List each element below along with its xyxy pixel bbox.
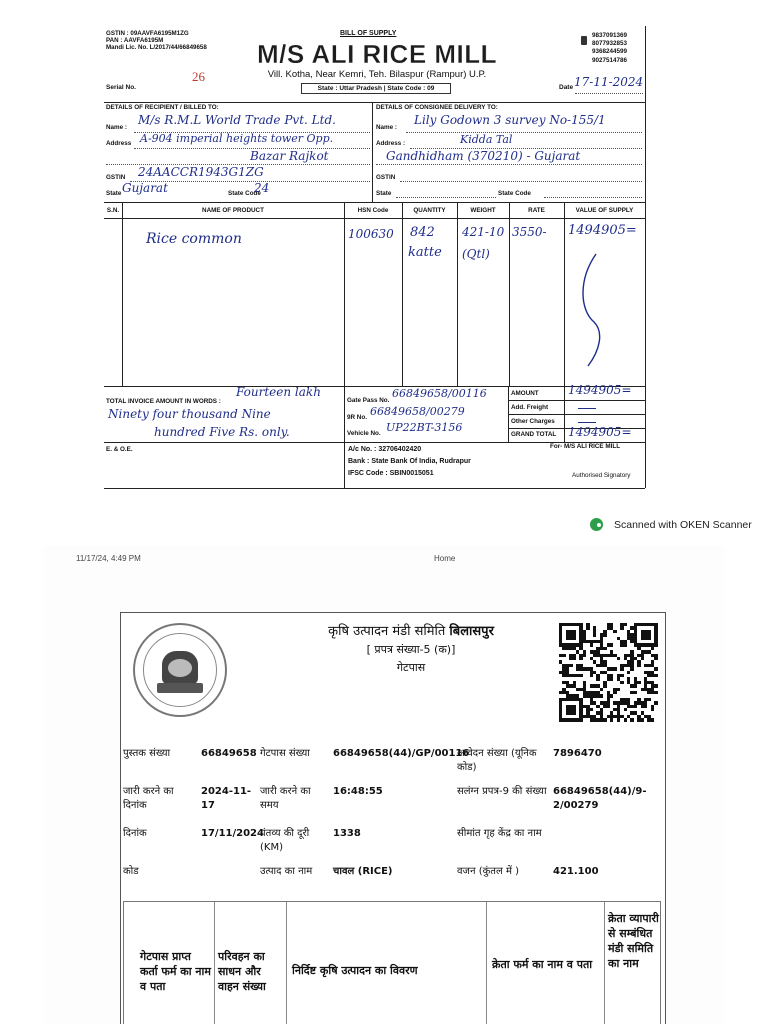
recipient-name-value: M/s R.M.L World Trade Pvt. Ltd. — [138, 113, 336, 127]
words-label: TOTAL INVOICE AMOUNT IN WORDS : — [106, 398, 221, 405]
print-page-title: Home — [434, 554, 456, 563]
grand-total-value: 1494905= — [568, 425, 632, 439]
gatepass-number-label: गेटपास संख्या — [260, 748, 310, 759]
weight-value: 421.100 — [553, 866, 599, 877]
consignee-name-value: Lily Godown 3 survey No-155/1 — [414, 113, 606, 127]
ifsc-code: IFSC Code : SBIN0015051 — [348, 470, 434, 477]
rule — [509, 202, 510, 386]
dotted-line — [396, 197, 496, 198]
rule — [104, 488, 645, 489]
serial-number: 26 — [192, 69, 205, 84]
document-title: BILL OF SUPPLY — [340, 30, 397, 37]
firm-name: M/S ALI RICE MILL — [256, 39, 498, 69]
consignee-address-line2: Gandhidham (370210) - Gujarat — [386, 149, 581, 163]
rule — [564, 202, 565, 442]
dash-mark — [578, 408, 596, 409]
nine-r-label: 9R No. — [347, 414, 367, 421]
quantity-line1: 842 — [410, 225, 435, 240]
column-header: WEIGHT — [470, 207, 496, 214]
attached-form-value: 66849658(44)/9-2/00279 — [553, 786, 647, 811]
gatepass-document — [120, 612, 666, 1024]
recipient-name-label: Name : — [106, 124, 127, 131]
qr-code — [557, 621, 659, 725]
bill-of-supply — [104, 26, 645, 488]
rule — [645, 26, 646, 488]
words-line1: Fourteen lakh — [236, 385, 321, 399]
gatepass-title — [261, 621, 561, 639]
scanner-watermark — [590, 518, 752, 531]
rule — [104, 102, 645, 103]
dotted-line — [376, 164, 642, 165]
date-label: दिनांक — [123, 828, 147, 839]
issue-date-value: 2024-11-17 — [201, 786, 252, 811]
serial-label: Serial No. — [106, 84, 136, 91]
consignee-gstin-label: GSTIN — [376, 174, 396, 181]
print-timestamp: 11/17/24, 4:49 PM — [76, 554, 141, 563]
product-name-value: चावल (RICE) — [333, 866, 393, 877]
gate-pass-value: 66849658/00116 — [392, 387, 487, 400]
column-header: निर्दिष्ट कृषि उत्पादन का विवरण — [292, 964, 418, 977]
phone-number: 8077932853 — [592, 40, 628, 48]
vehicle-value: UP22BT-3156 — [386, 421, 463, 434]
rule — [344, 202, 345, 386]
rule — [508, 414, 645, 415]
words-line2: Ninety four thousand Nine — [108, 407, 271, 421]
rule — [402, 202, 403, 386]
consignee-state-code-label: State Code — [498, 190, 531, 197]
rule — [372, 102, 373, 202]
recipient-state-label: State — [106, 190, 122, 197]
dotted-line — [406, 132, 642, 133]
phone-number: 9027514786 — [592, 56, 628, 64]
recipient-section-title: DETAILS OF RECIPIENT / BILLED TO: — [106, 104, 219, 111]
gatepass-printout — [44, 546, 724, 1024]
date-label: Date — [559, 84, 574, 91]
application-number-label: आवेदन संख्या (यूनिक कोड) — [457, 748, 537, 773]
book-number-label: पुस्तक संख्या — [123, 748, 171, 759]
gatepass-number-value: 66849658(44)/GP/00116 — [333, 748, 470, 759]
column-header: RATE — [528, 207, 545, 214]
gstin-text: GSTIN : 09AAVFA6195M1ZG — [106, 30, 189, 37]
nine-r-value: 66849658/00279 — [370, 405, 465, 418]
mandi-samiti-seal — [133, 623, 227, 717]
recipient-state-value: Gujarat — [122, 181, 168, 195]
recipient-address-line2: Bazar Rajkot — [250, 149, 329, 163]
recipient-address-label: Address — [106, 140, 132, 147]
consignee-name-label: Name : — [376, 124, 397, 131]
rule — [508, 400, 645, 401]
date-line — [575, 93, 643, 94]
gatepass-doc-type: गेटपास — [396, 661, 426, 674]
consignee-section-title: DETAILS OF CONSIGNEE DELIVERY TO: — [376, 104, 498, 111]
column-header: NAME OF PRODUCT — [202, 207, 264, 214]
ditto-stroke-icon — [574, 250, 614, 370]
scanner-text: Scanned with OKEN Scanner — [614, 518, 752, 531]
value-of-supply: 1494905= — [568, 223, 637, 238]
pan-text: PAN : AAVFA6195M — [106, 37, 164, 45]
column-header: क्रेता व्यापारी से सम्बंधित मंडी समिति का नाम — [608, 912, 659, 970]
column-header: परिवहन का साधन और वाहन संख्या — [218, 950, 266, 993]
account-number: A/c No. : 32706402420 — [348, 446, 422, 453]
recipient-state-code-label: State Code — [228, 190, 261, 197]
book-number-value: 66849658 — [201, 748, 257, 759]
checkpost-name-label: सीमांत गृह केंद्र का नाम — [457, 828, 542, 839]
weight-line2: (Qtl) — [462, 247, 490, 261]
dotted-line — [400, 181, 642, 182]
freight-label: Add. Freight — [511, 404, 549, 411]
distance-label: गंतव्य की दूरी (KM) — [260, 828, 310, 853]
firm-registration — [106, 30, 246, 51]
issue-date-label: जारी करने का दिनांक — [123, 786, 174, 811]
oken-scanner-logo-icon — [590, 518, 607, 531]
gatepass-title-prefix: कृषि उत्पादन मंडी समिति — [328, 624, 446, 639]
gatepass-title-place: बिलासपुर — [449, 624, 494, 639]
consignee-state-label: State — [376, 190, 392, 197]
gatepass-header — [261, 621, 561, 675]
gatepass-form-number: [ प्रपत्र संख्या-5 (क)] — [366, 643, 456, 656]
firm-address: Vill. Kotha, Near Kemri, Teh. Bilaspur (Rampur) U.P. — [267, 69, 487, 80]
column-header: QUANTITY — [413, 207, 446, 214]
issue-time-label: जारी करने का समय — [260, 786, 311, 811]
mandi-licence-text: Mandi Lic. No. L/2017/44/66849658 — [106, 44, 207, 52]
product-name: Rice common — [146, 231, 242, 247]
product-name-label: उत्पाद का नाम — [260, 866, 313, 877]
quantity-line2: katte — [408, 245, 442, 260]
gate-pass-label: Gate Pass No. — [347, 397, 390, 404]
column-header: गेटपास प्राप्त कर्ता फर्म का नाम व पता — [140, 950, 211, 993]
attached-form-label: सलंग्न प्रपत्र-9 की संख्या — [457, 786, 547, 797]
recipient-gstin-value: 24AACCR1943G1ZG — [138, 165, 264, 179]
phone-icon — [581, 36, 587, 45]
distance-value: 1338 — [333, 828, 361, 839]
amount-value: 1494905= — [568, 383, 632, 397]
code-label: कोड — [123, 866, 139, 877]
date-value: 17-11-2024 — [574, 75, 644, 89]
bank-name: Bank : State Bank Of India, Rudrapur — [348, 458, 471, 465]
amount-label: AMOUNT — [511, 390, 539, 397]
phone-numbers — [592, 32, 627, 65]
column-header: S.N. — [106, 207, 120, 214]
phone-number: 9368244599 — [592, 48, 628, 56]
hsn-code: 100630 — [348, 227, 394, 241]
recipient-address-line1: A-904 imperial heights tower Opp. — [140, 132, 334, 145]
dotted-line — [544, 197, 642, 198]
rate-value: 3550- — [512, 225, 547, 239]
words-line3: hundred Five Rs. only. — [154, 425, 290, 439]
rule — [457, 202, 458, 386]
issue-time-value: 16:48:55 — [333, 786, 383, 797]
eoe-text: E. & O.E. — [106, 446, 133, 453]
column-header: HSN Code — [357, 207, 389, 214]
state-box: State : Uttar Pradesh | State Code : 09 — [301, 83, 451, 94]
rule — [122, 202, 123, 386]
weight-label: वजन (कुंतल में ) — [457, 866, 520, 877]
other-charges-label: Other Charges — [511, 418, 555, 425]
application-number-value: 7896470 — [553, 748, 602, 759]
recipient-state-code-value: 24 — [254, 181, 270, 195]
column-header: क्रेता फर्म का नाम व पता — [492, 958, 593, 971]
authorised-signatory: Authorised Signatory — [572, 472, 631, 479]
grand-total-label: GRAND TOTAL — [511, 431, 557, 438]
column-header: VALUE OF SUPPLY — [575, 207, 634, 214]
recipient-gstin-label: GSTIN — [106, 174, 126, 181]
rule — [344, 386, 345, 488]
dash-mark — [578, 422, 596, 423]
for-firm-text: For- M/S ALI RICE MILL — [550, 443, 621, 450]
date-value: 17/11/2024 — [201, 828, 264, 839]
vehicle-label: Vehicle No. — [347, 430, 381, 437]
weight-line1: 421-10 — [462, 225, 505, 239]
consignee-address-label: Address : — [376, 140, 406, 147]
consignment-table — [123, 901, 661, 1024]
consignee-address-line1: Kidda Tal — [460, 133, 513, 146]
phone-number: 9837091369 — [592, 32, 628, 39]
